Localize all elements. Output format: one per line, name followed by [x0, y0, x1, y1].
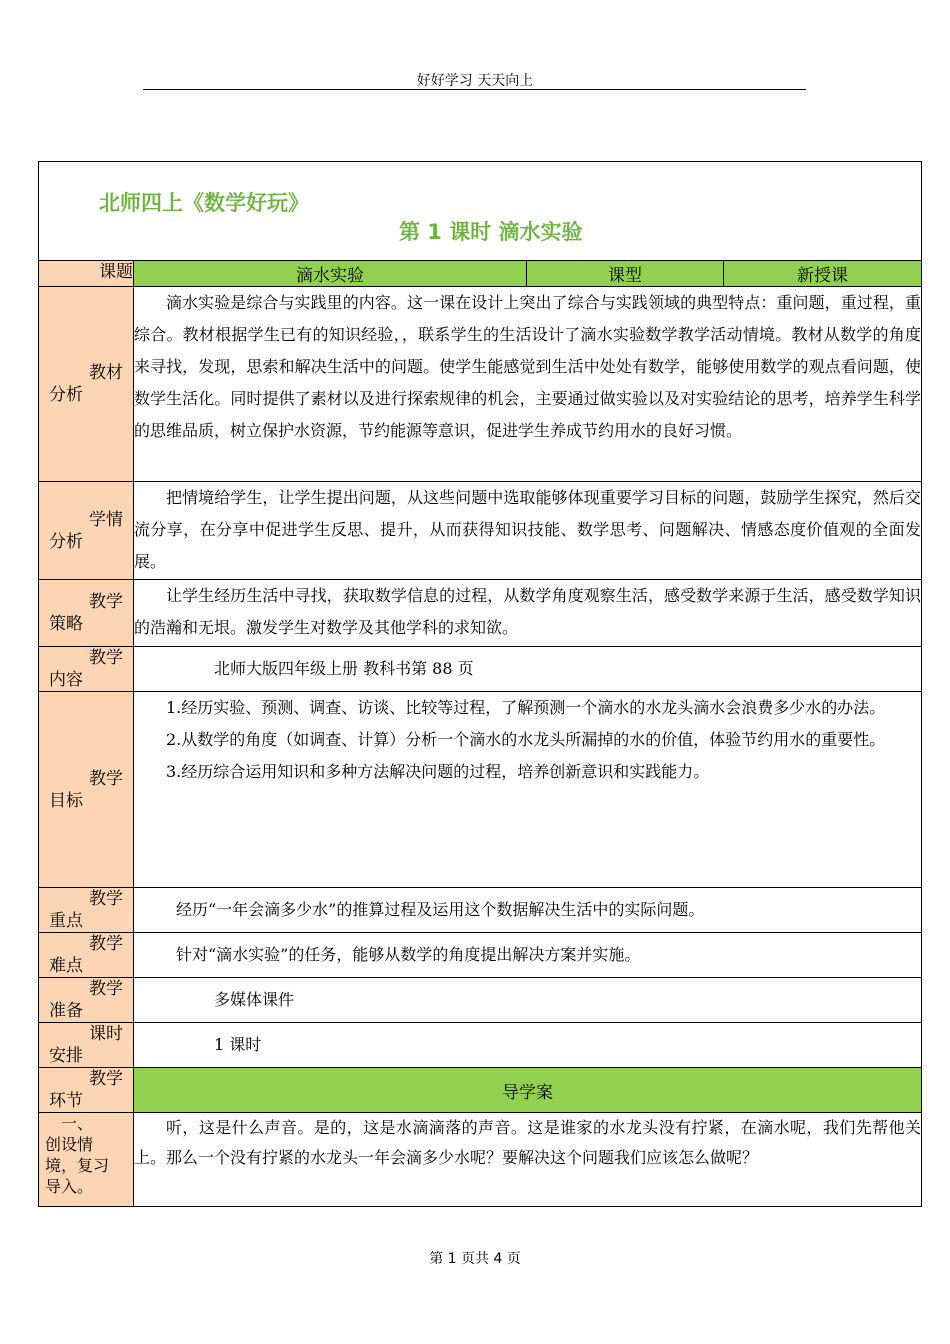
learner-analysis-label: 学情 分析 — [39, 482, 134, 580]
topic-value: 滴水实验 — [134, 261, 527, 287]
title-cell — [39, 162, 922, 261]
key-points-label: 教学 重点 — [39, 888, 134, 933]
key-points-text: 经历“一年会滴多少水”的推算过程及运用这个数据解决生活中的实际问题。 — [134, 888, 922, 933]
preparation-text: 多媒体课件 — [134, 978, 922, 1023]
type-value: 新授课 — [724, 261, 922, 287]
lesson-plan-table — [38, 161, 922, 1207]
textbook-analysis-label: 教材 分析 — [39, 287, 134, 482]
goal-item: 3.经历综合运用知识和多种方法解决问题的过程，培养创新意识和实践能力。 — [166, 762, 710, 781]
teaching-strategy-label: 教学 策略 — [39, 580, 134, 647]
step1-text: 听，这是什么声音。是的，这是水滴滴落的声音。这是谁家的水龙头没有拧紧，在滴水呢，我们先帮他关上。那么一个没有拧紧的水龙头一年会滴多少水呢？要解决这个问题我们应该怎么做呢？ — [134, 1113, 922, 1207]
textbook-analysis-text: 滴水实验是综合与实践里的内容。这一课在设计上突出了综合与实践领域的典型特点：重问题，重过程，重综合。教材根据学生已有的知识经验，，联系学生的生活设计了滴水实验数学教学活动情境。教材从数学的角度来寻找，发现，思索和解决生活中的问题。使学生能感觉到生活中处处有数学，能够使用数学的观点看问题，使数学生活化。同时提供了素材以及进行探索规律的机会，主要通过做实验以及对实验结论的思考，培养学生科学的思维品质，树立保护水资源，节约能源等意识，促进学生养成节约用水的良好习惯。 — [134, 287, 922, 482]
schedule-text: 1 课时 — [134, 1023, 922, 1068]
topic-label: 课题 — [39, 261, 134, 287]
goal-item: 2.从数学的角度（如调查、计算）分析一个滴水的水龙头所漏掉的水的价值，体验节约用水的重要性。 — [166, 730, 886, 749]
difficulties-label: 教学 难点 — [39, 933, 134, 978]
teaching-content-text: 北师大版四年级上册 教科书第 88 页 — [134, 647, 922, 692]
teaching-goals-label: 教学 目标 — [39, 692, 134, 888]
difficulties-text: 针对“滴水实验”的任务，能够从数学的角度提出解决方案并实施。 — [134, 933, 922, 978]
goal-item: 1.经历实验、预测、调查、访谈、比较等过程，了解预测一个滴水的水龙头滴水会浪费多少水的办法。 — [166, 698, 886, 717]
page-footer: 第 1 页共 4 页 — [429, 1251, 521, 1267]
lesson-title: 第 1 课时 滴水实验 — [399, 220, 583, 244]
steps-label: 教学 环节 — [39, 1068, 134, 1113]
teaching-content-label: 教学 内容 — [39, 647, 134, 692]
step1-label: 一、 创设情 境，复习 导入。 — [39, 1113, 134, 1207]
teaching-strategy-text: 让学生经历生活中寻找，获取数学信息的过程，从数学角度观察生活，感受数学来源于生活，感受数学知识的浩瀚和无垠。激发学生对数学及其他学科的求知欲。 — [134, 580, 922, 647]
teaching-goals-text — [134, 692, 922, 888]
preparation-label: 教学 准备 — [39, 978, 134, 1023]
type-label: 课型 — [527, 261, 724, 287]
header-rule — [143, 89, 806, 90]
learner-analysis-text: 把情境给学生，让学生提出问题，从这些问题中选取能够体现重要学习目标的问题，鼓励学生探究，然后交流分享，在分享中促进学生反思、提升，从而获得知识技能、数学思考、问题解决、情感态度价值观的全面发展。 — [134, 482, 922, 580]
schedule-label: 课时 安排 — [39, 1023, 134, 1068]
steps-heading: 导学案 — [134, 1068, 922, 1113]
lesson-series-title: 北师四上《数学好玩》 — [99, 191, 309, 215]
page-header: 好好学习 天天向上 — [416, 73, 534, 89]
